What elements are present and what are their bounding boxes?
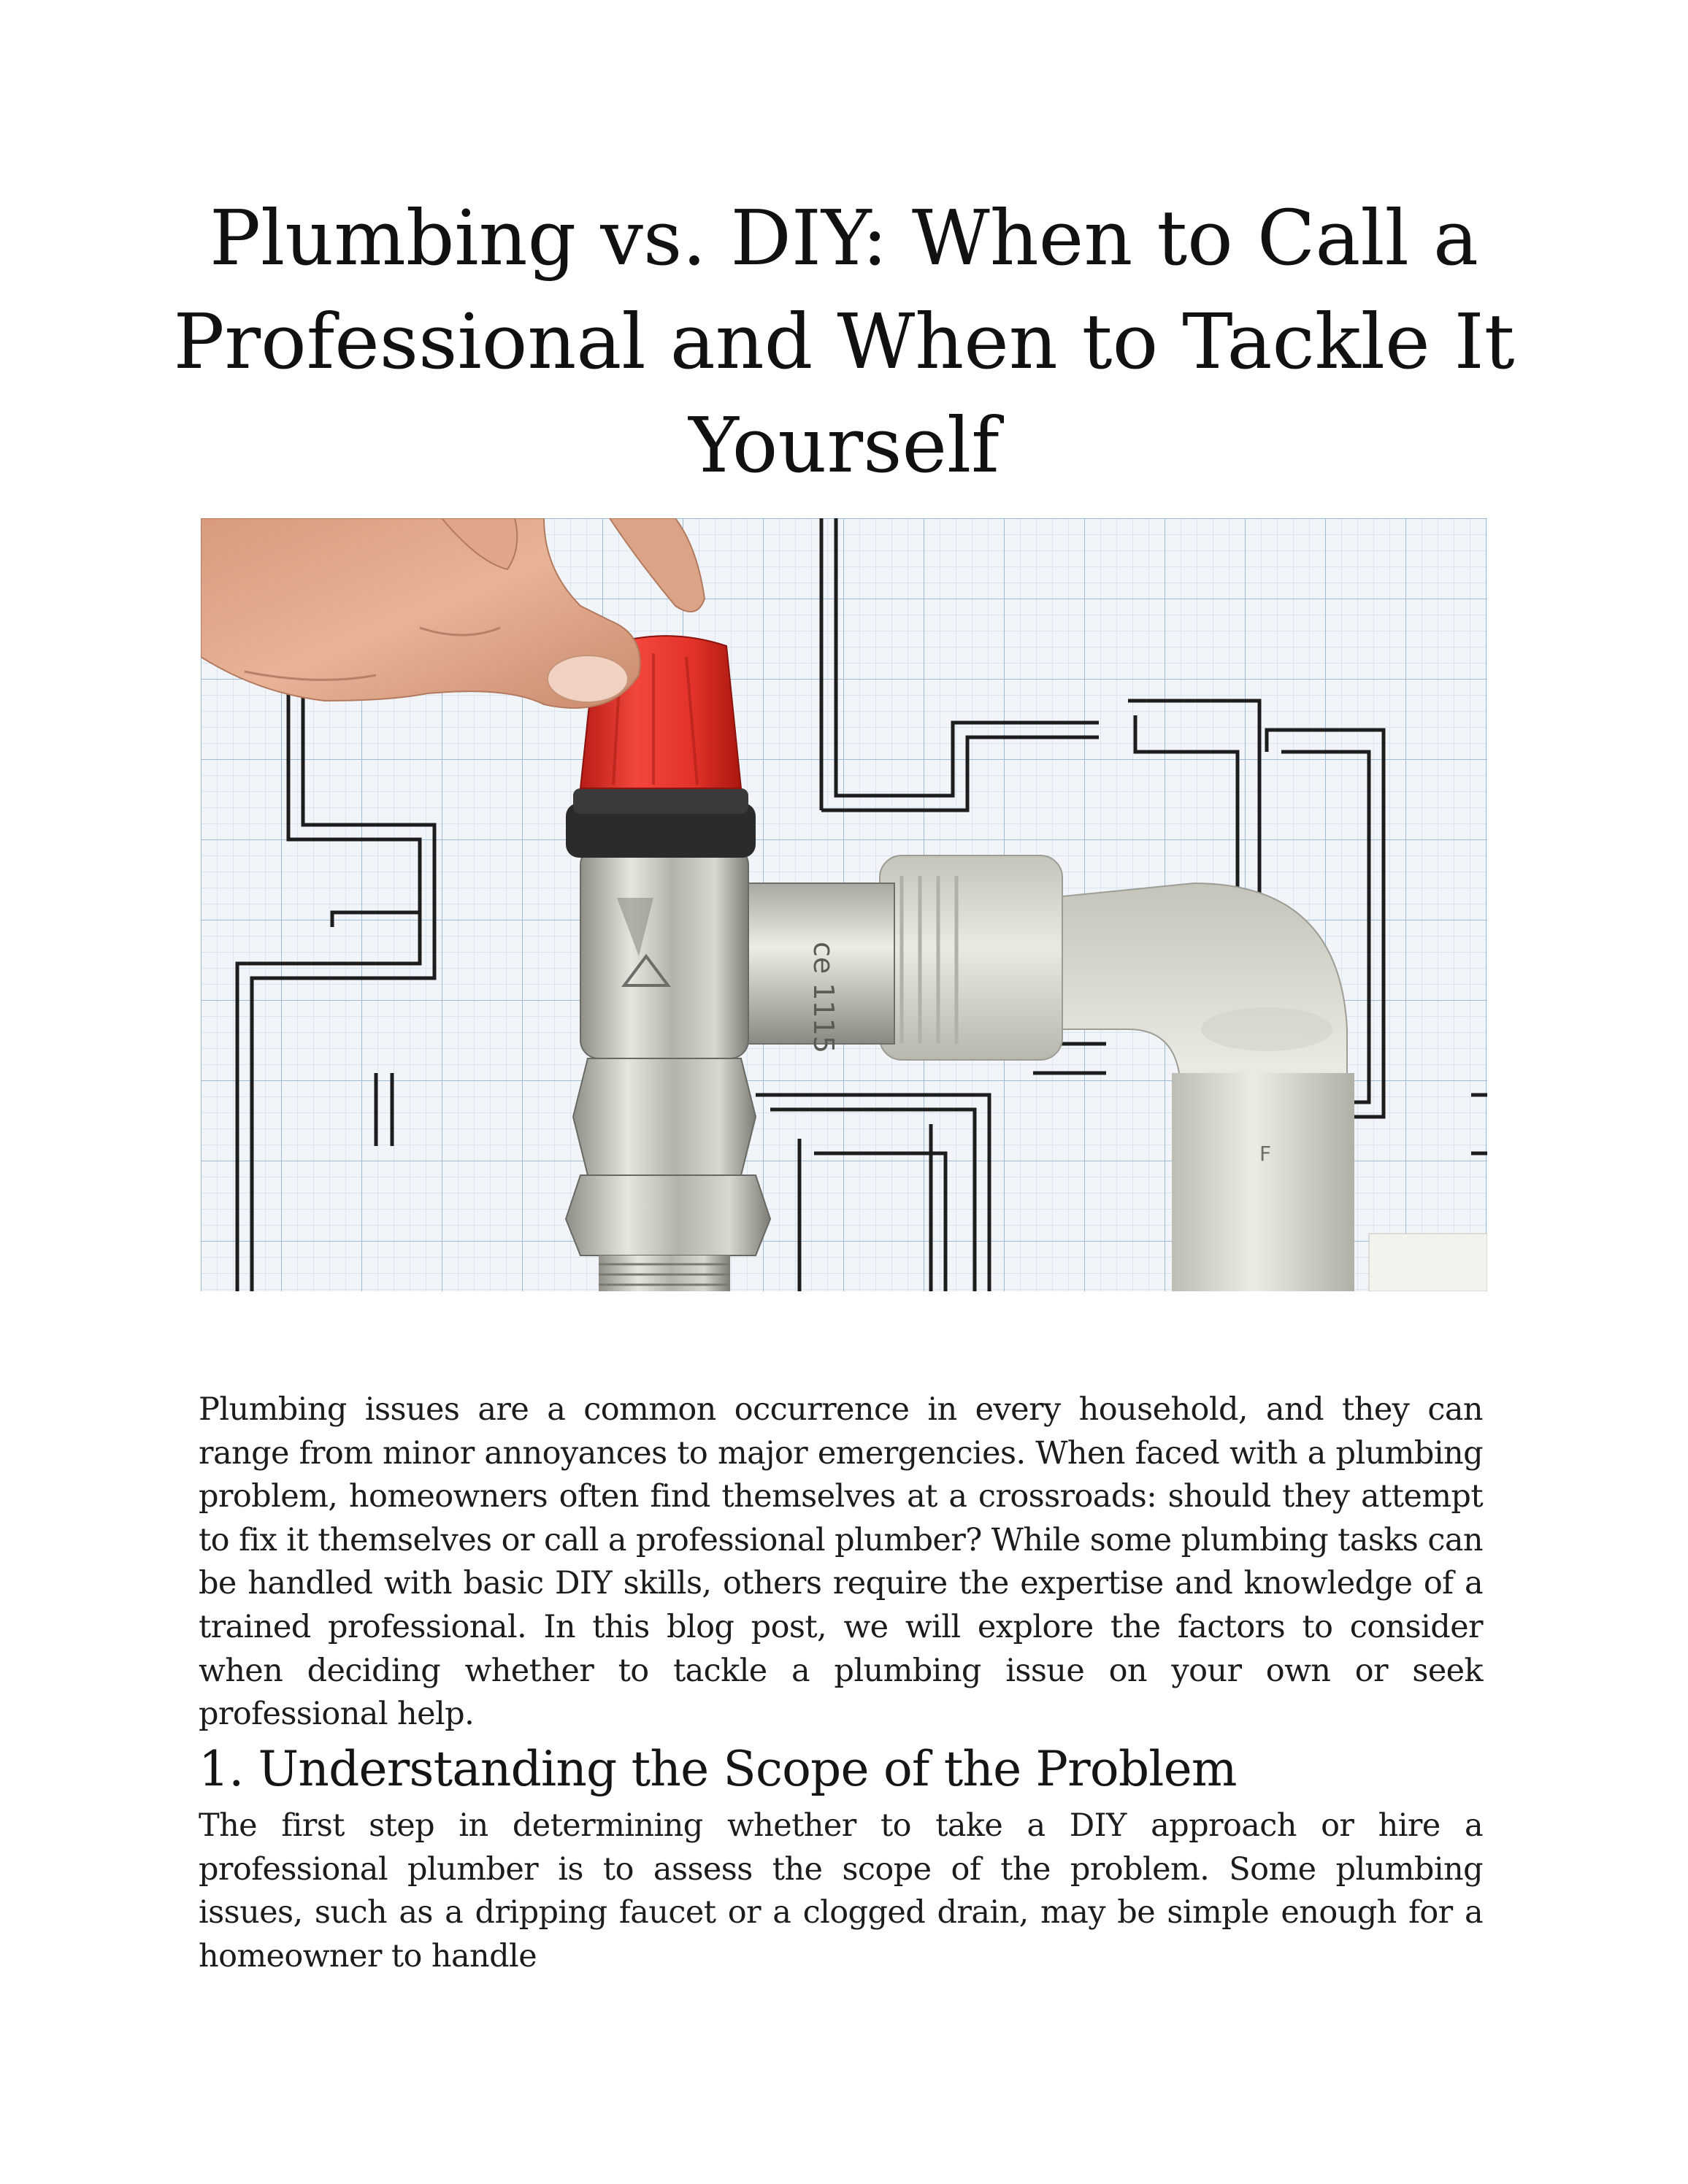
section-heading: 1. Understanding the Scope of the Problem [199,1741,1237,1797]
plumbing-valve-photo-icon [201,518,1487,1291]
hero-image [201,518,1487,1291]
valve-marking: ce 1115 [807,942,840,1054]
section-paragraph: The first step in determining whether to take a DIY approach or hire a professional plumber is to assess the scope of the problem. Some plumbing issues, such as a dripping faucet or a clogged drain, may be simple enough for a homeowner to handle [199,1807,1483,1975]
intro-paragraph: Plumbing issues are a common occurrence in every household, and they can range from minor annoyances to major emergencies. When faced with a plumbing problem, homeowners often find themselves at a crossroads: should they attempt to fix it themselves or call a professional plumber? While some plumbing tasks can be handled with basic DIY skills, others require the expertise and knowledge of a trained professional. In this blog post, we will explore the factors to consider when deciding whether to tackle a plumbing issue on your own or seek professional help. [199,1391,1483,1733]
article-title: Plumbing vs. DIY: When to Call a Professional and When to Tackle It Yourself [173,193,1515,490]
svg-text:F: F [1259,1142,1272,1166]
